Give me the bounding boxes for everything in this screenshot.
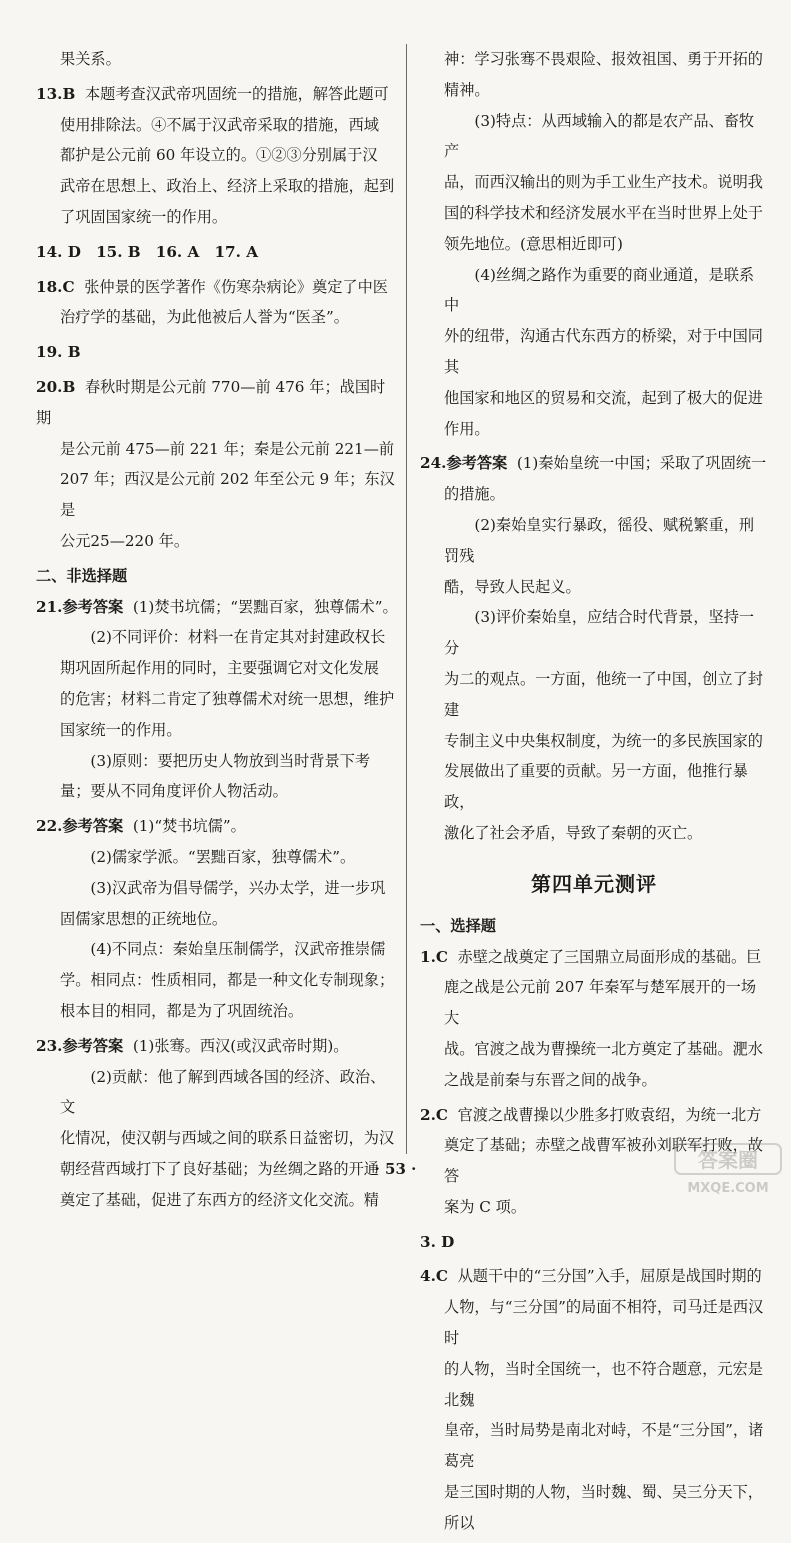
answer-23-continuation [420, 44, 768, 444]
text-line: 207 年；西汉是公元前 202 年至公元 9 年；东汉是 [60, 470, 395, 520]
reference-answer-label: 参考答案 [62, 1036, 124, 1055]
text-line: 领先地位。(意思相近即可) [444, 234, 623, 253]
text-line: 是公元前 475—前 221 年；秦是公元前 221—前 [60, 439, 395, 458]
text-line: 神：学习张骞不畏艰险、报效祖国、勇于开拓的 [444, 50, 763, 68]
text-line: 3. D [420, 1232, 455, 1251]
question-number: 2. [420, 1105, 436, 1124]
text-line: 14. D 15. B 16. A 17. A [36, 242, 258, 261]
text-line: (1)“焚书坑儒”。 [132, 817, 246, 836]
text-line: (3)汉武帝为倡导儒学，兴办太学，进一步巩 [90, 878, 386, 897]
text-line: 的措施。 [444, 485, 505, 504]
text-line: 张仲景的医学著作《伤寒杂病论》奠定了中医 [84, 277, 388, 296]
question-number: 13. [36, 84, 63, 103]
section-title: 二、非选择题 [36, 566, 128, 585]
answer-letter: C [435, 947, 448, 966]
text-line: 化情况，使汉朝与西域之间的联系日益密切，为汉 [60, 1129, 395, 1148]
text-line: 之战是前秦与东晋之间的战争。 [444, 1070, 657, 1089]
watermark-logo-icon [673, 1140, 783, 1198]
column-divider [406, 44, 407, 1154]
text-line: 从题干中的“三分国”入手，屈原是战国时期的 [457, 1267, 762, 1286]
question-number: 22. [36, 817, 63, 836]
unit-answer-3 [420, 1227, 768, 1258]
text-line: 酷，导致人民起义。 [444, 577, 581, 596]
unit-title: 第四单元测评 [531, 871, 657, 896]
text-line: (4)不同点：秦始皇压制儒学，汉武帝推崇儒 [90, 940, 386, 959]
answer-letter: C [435, 1105, 448, 1124]
text-line: 鹿之战是公元前 207 年秦军与楚军展开的一场大 [444, 978, 757, 1028]
answer-19 [36, 337, 398, 368]
text-line: 品，而西汉输出的则为手工业生产技术。说明我 [444, 173, 763, 192]
answer-letter: B [62, 377, 76, 396]
right-column [420, 44, 768, 1543]
text-line: 公元25—220 年。 [60, 531, 190, 550]
text-line: 战。官渡之战为曹操统一北方奠定了基础。淝水 [444, 1039, 763, 1058]
answer-18 [36, 272, 398, 334]
text-line: (4)丝绸之路作为重要的商业通道，是联系中 [444, 265, 755, 315]
text-line: 奠定了基础，促进了东西方的经济文化交流。精 [60, 1190, 379, 1209]
question-number: 18. [36, 277, 63, 296]
answer-letter: C [62, 277, 75, 296]
answer-letter: B [62, 84, 76, 103]
reference-answer-label: 参考答案 [62, 597, 124, 616]
text-line: 治疗学的基础，为此他被后人誉为“医圣”。 [60, 308, 349, 327]
q12-continuation [36, 44, 398, 75]
text-line: 案为 C 项。 [444, 1197, 527, 1216]
text-line: 专制主义中央集权制度，为统一的多民族国家的 [444, 731, 763, 750]
text-line: 的危害；材料二肯定了独尊儒术对统一思想，维护 [60, 689, 395, 708]
reference-answer-label: 参考答案 [446, 454, 508, 473]
text-line: 激化了社会矛盾，导致了秦朝的灭亡。 [444, 823, 703, 842]
text-line: 春秋时期是公元前 770—前 476 年；战国时期 [36, 377, 386, 427]
text-line: 国的科学技术和经济发展水平在当时世界上处于 [444, 203, 763, 222]
text-line: (2)贡献：他了解到西域各国的经济、政治、文 [60, 1067, 386, 1117]
text-line: 为二的观点。一方面，他统一了中国，创立了封建 [444, 669, 763, 719]
text-line: 学。相同点：性质相同，都是一种文化专制现象； [60, 971, 395, 990]
text-line: 国家统一的作用。 [60, 720, 182, 739]
text-line: 使用排除法。④不属于汉武帝采取的措施，西域 [60, 115, 379, 134]
text-line: 了巩固国家统一的作用。 [60, 207, 228, 226]
text-line: 奠定了基础；赤壁之战曹军被孙刘联军打败，故答 [444, 1136, 763, 1186]
watermark-url: MXQE.COM [687, 1181, 769, 1196]
text-line: 期巩固所起作用的同时，主要强调它对文化发展 [60, 659, 379, 678]
text-line: 他国家和地区的贸易和交流，起到了极大的促进 [444, 388, 763, 407]
text-line: (1)焚书坑儒；“罢黜百家，独尊儒术”。 [132, 597, 398, 616]
question-number: 20. [36, 377, 63, 396]
question-number: 1. [420, 947, 436, 966]
answer-13 [36, 79, 398, 233]
text-line: (2)儒家学派。“罢黜百家，独尊儒术”。 [90, 847, 356, 866]
text-line: (3)特点：从西域输入的都是农产品、畜牧产 [444, 111, 755, 161]
text-line: 赤壁之战奠定了三国鼎立局面形成的基础。巨 [457, 947, 762, 966]
text-line: 都护是公元前 60 年设立的。①②③分别属于汉 [60, 146, 378, 165]
answer-20 [36, 372, 398, 557]
text-line: 精神。 [444, 80, 490, 99]
text-line: 武帝在思想上、政治上、经济上采取的措施，起到 [60, 177, 395, 196]
answer-21 [36, 592, 398, 808]
text-line: 是三国时期的人物，当时魏、蜀、吴三分天下，所以 [444, 1483, 763, 1532]
reference-answer-label: 参考答案 [62, 817, 124, 836]
text-line: 的人物，当时全国统一，也不符合题意，元宏是北魏 [444, 1359, 763, 1409]
text-line: 量；要从不同角度评价人物活动。 [60, 782, 288, 801]
question-number: 21. [36, 597, 63, 616]
question-number: 24. [420, 454, 447, 473]
question-number: 23. [36, 1036, 63, 1055]
answer-22 [36, 811, 398, 1027]
page-number: · 53 · [374, 1160, 417, 1178]
section-title: 一、选择题 [420, 916, 496, 935]
answer-23 [36, 1031, 398, 1216]
question-number: 4. [420, 1267, 436, 1286]
text-line: (1)张骞。西汉(或汉武帝时期)。 [132, 1036, 349, 1055]
text-line: 果关系。 [60, 50, 121, 68]
text-line: 本题考查汉武帝巩固统一的措施，解答此题可 [84, 84, 389, 103]
text-line: 人物，与“三分国”的局面不相符，司马迁是西汉时 [444, 1298, 764, 1348]
text-line: (2)不同评价：材料一在肯定其对封建政权长 [90, 628, 386, 647]
unit-answer-4 [420, 1261, 768, 1538]
text-line: 外的纽带，沟通古代东西方的桥梁，对于中国同其 [444, 327, 763, 376]
answer-letter: C [435, 1267, 448, 1286]
text-line: (3)原则：要把历史人物放到当时背景下考 [90, 751, 371, 770]
text-line: 朝经营西域打下了良好基础；为丝绸之路的开通 [60, 1159, 379, 1178]
text-line: 19. B [36, 343, 81, 362]
answer-24 [420, 448, 768, 848]
watermark-text: 答案圈 [698, 1148, 758, 1172]
text-line: 发展做出了重要的贡献。另一方面，他推行暴政， [444, 762, 748, 812]
text-line: 官渡之战曹操以少胜多打败袁绍，为统一北方 [457, 1105, 762, 1124]
text-line: (2)秦始皇实行暴政，徭役、赋税繁重，刑罚残 [444, 515, 755, 565]
answers-14-17 [36, 237, 398, 268]
unit-answer-1 [420, 942, 768, 1096]
left-column [36, 44, 398, 1219]
text-line: 皇帝，当时局势是南北对峙，不是“三分国”，诸葛亮 [444, 1421, 764, 1471]
text-line: (1)秦始皇统一中国；采取了巩固统一 [516, 454, 767, 473]
text-line: 固儒家思想的正统地位。 [60, 909, 228, 928]
text-line: 根本目的相同，都是为了巩固统治。 [60, 1001, 303, 1020]
text-line: 作用。 [444, 419, 490, 438]
text-line: (3)评价秦始皇，应结合时代背景，坚持一分 [444, 608, 755, 658]
